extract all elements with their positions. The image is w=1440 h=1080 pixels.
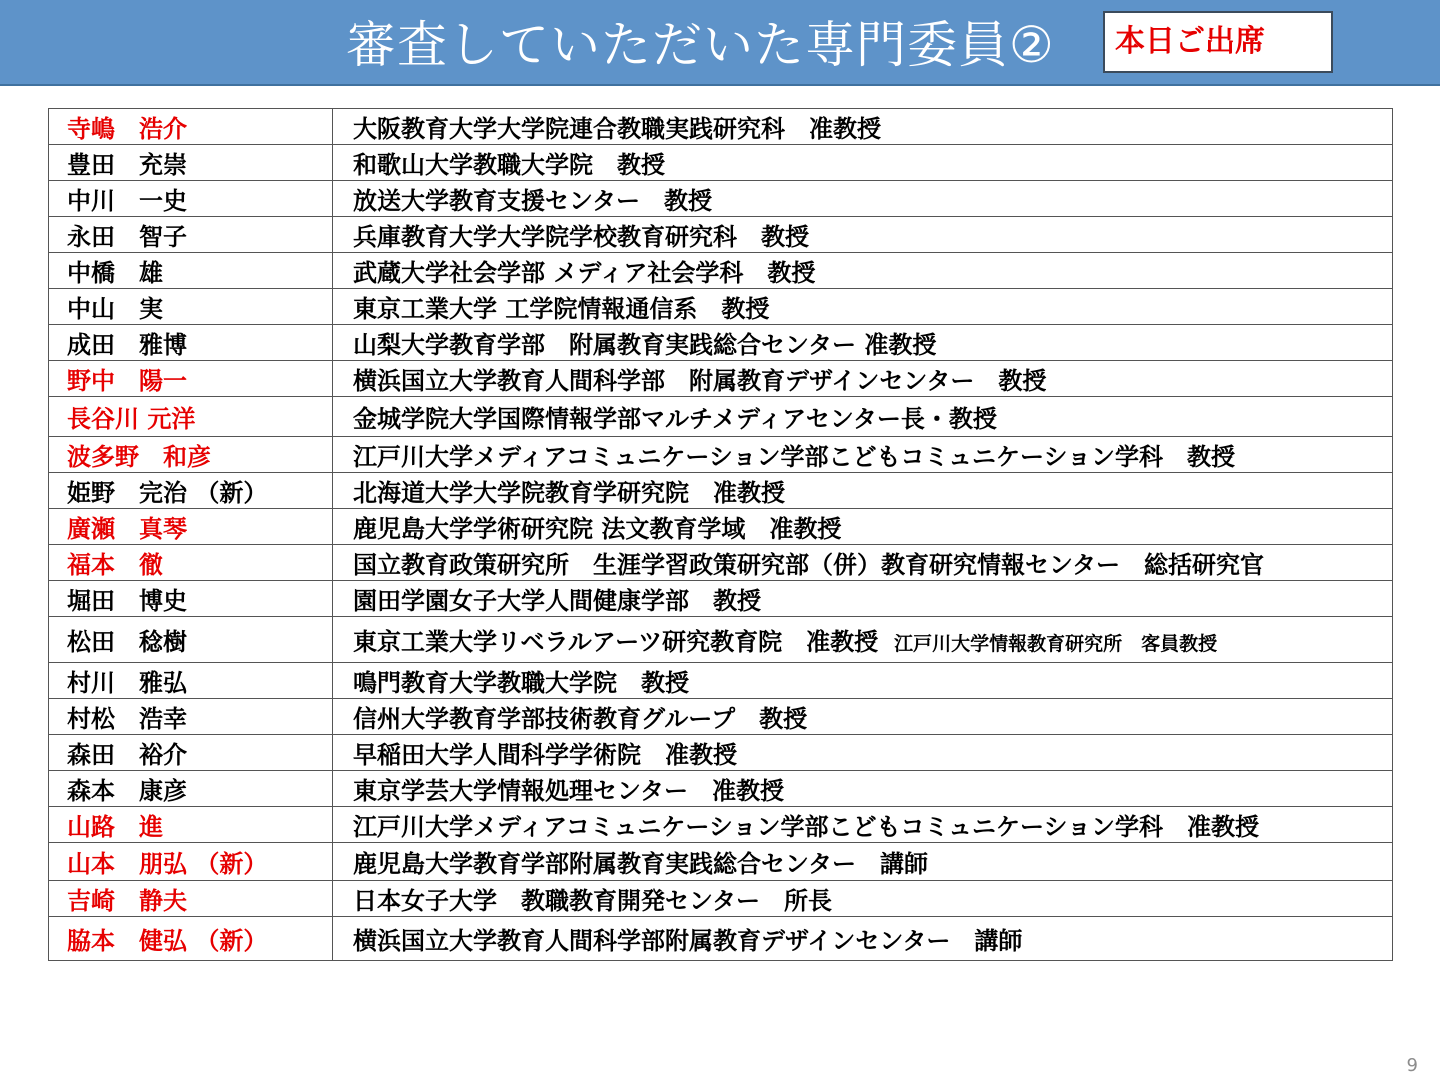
member-name: 廣瀬 真琴 (49, 509, 333, 545)
member-name: 成田 雅博 (49, 325, 333, 361)
member-affiliation: 鹿児島大学教育学部附属教育実践総合センター 講師 (353, 850, 929, 878)
member-row (49, 843, 1393, 881)
member-name: 脇本 健弘 （新） (49, 917, 333, 961)
member-row (49, 473, 1393, 509)
member-row (49, 289, 1393, 325)
member-affiliation-cell (333, 109, 1393, 145)
member-name: 中山 実 (49, 289, 333, 325)
member-affiliation-cell (333, 843, 1393, 881)
member-name: 長谷川 元洋 (49, 397, 333, 437)
member-name: 姫野 完治 （新） (49, 473, 333, 509)
member-row (49, 545, 1393, 581)
member-affiliation: 兵庫教育大学大学院学校教育研究科 教授 (353, 223, 809, 251)
member-row (49, 807, 1393, 843)
member-affiliation-cell (333, 145, 1393, 181)
member-affiliation-cell (333, 807, 1393, 843)
member-affiliation: 横浜国立大学教育人間科学部附属教育デザインセンター 講師 (353, 927, 1023, 955)
member-name: 山路 進 (49, 807, 333, 843)
member-row (49, 917, 1393, 961)
member-row (49, 397, 1393, 437)
member-affiliation: 東京学芸大学情報処理センター 准教授 (353, 777, 785, 805)
member-name: 豊田 充崇 (49, 145, 333, 181)
member-row (49, 437, 1393, 473)
member-name: 森田 裕介 (49, 735, 333, 771)
member-affiliation: 金城学院大学国際情報学部マルチメディアセンター長・教授 (353, 405, 997, 433)
member-affiliation: 早稲田大学人間科学学術院 准教授 (353, 741, 737, 769)
member-affiliation-cell (333, 581, 1393, 617)
member-name: 野中 陽一 (49, 361, 333, 397)
page-title: 審査していただいた専門委員② (346, 16, 1055, 74)
member-affiliation: 国立教育政策研究所 生涯学習政策研究部（併）教育研究情報センター 総括研究官 (353, 551, 1265, 579)
member-row (49, 617, 1393, 663)
page-number: 9 (1406, 1055, 1418, 1076)
attending-badge: 本日ご出席 (1103, 11, 1333, 73)
member-affiliation-cell (333, 361, 1393, 397)
member-name: 村川 雅弘 (49, 663, 333, 699)
member-row (49, 509, 1393, 545)
member-row (49, 217, 1393, 253)
member-name: 寺嶋 浩介 (49, 109, 333, 145)
member-affiliation-cell (333, 545, 1393, 581)
member-affiliation: 山梨大学教育学部 附属教育実践総合センター 准教授 (353, 331, 937, 359)
member-affiliation-cell (333, 663, 1393, 699)
member-name: 中川 一史 (49, 181, 333, 217)
member-affiliation: 横浜国立大学教育人間科学部 附属教育デザインセンター 教授 (353, 367, 1047, 395)
member-affiliation-cell (333, 437, 1393, 473)
member-affiliation: 園田学園女子大学人間健康学部 教授 (353, 587, 761, 615)
member-name: 森本 康彦 (49, 771, 333, 807)
member-affiliation-cell (333, 397, 1393, 437)
member-row (49, 145, 1393, 181)
member-affiliation-cell (333, 917, 1393, 961)
member-affiliation-cell (333, 617, 1393, 663)
member-row (49, 325, 1393, 361)
member-row (49, 181, 1393, 217)
member-name: 堀田 博史 (49, 581, 333, 617)
member-row (49, 663, 1393, 699)
title-banner (0, 0, 1440, 86)
member-affiliation-cell (333, 181, 1393, 217)
member-affiliation: 東京工業大学リベラルアーツ研究教育院 准教授 (353, 628, 879, 656)
member-affiliation-cell (333, 771, 1393, 807)
member-affiliation: 日本女子大学 教職教育開発センター 所長 (353, 887, 833, 915)
member-name: 中橋 雄 (49, 253, 333, 289)
member-affiliation-cell (333, 509, 1393, 545)
member-name: 松田 稔樹 (49, 617, 333, 663)
member-row (49, 109, 1393, 145)
member-affiliation: 武蔵大学社会学部 メディア社会学科 教授 (353, 259, 816, 287)
member-affiliation: 江戸川大学メディアコミュニケーション学部こどもコミュニケーション学科 准教授 (353, 813, 1259, 841)
member-row (49, 581, 1393, 617)
member-row (49, 771, 1393, 807)
member-name: 永田 智子 (49, 217, 333, 253)
member-affiliation: 大阪教育大学大学院連合教職実践研究科 准教授 (353, 115, 881, 143)
member-affiliation-cell (333, 325, 1393, 361)
member-affiliation-cell (333, 699, 1393, 735)
member-row (49, 881, 1393, 917)
member-affiliation: 和歌山大学教職大学院 教授 (353, 151, 665, 179)
member-name: 吉崎 静夫 (49, 881, 333, 917)
member-affiliation-cell (333, 881, 1393, 917)
member-affiliation: 鹿児島大学学術研究院 法文教育学域 准教授 (353, 515, 842, 543)
member-row (49, 253, 1393, 289)
member-affiliation: 東京工業大学 工学院情報通信系 教授 (353, 295, 770, 323)
member-affiliation: 鳴門教育大学教職大学院 教授 (353, 669, 689, 697)
member-affiliation-note: 江戸川大学情報教育研究所 客員教授 (894, 633, 1218, 655)
member-name: 村松 浩幸 (49, 699, 333, 735)
member-affiliation-cell (333, 473, 1393, 509)
member-affiliation-cell (333, 735, 1393, 771)
member-affiliation: 北海道大学大学院教育学研究院 准教授 (353, 479, 785, 507)
member-affiliation-cell (333, 217, 1393, 253)
member-name: 福本 徹 (49, 545, 333, 581)
member-affiliation-cell (333, 253, 1393, 289)
member-name: 波多野 和彦 (49, 437, 333, 473)
member-name: 山本 朋弘 （新） (49, 843, 333, 881)
member-affiliation: 江戸川大学メディアコミュニケーション学部こどもコミュニケーション学科 教授 (353, 443, 1235, 471)
member-affiliation: 信州大学教育学部技術教育グループ 教授 (353, 705, 808, 733)
member-affiliation: 放送大学教育支援センター 教授 (353, 187, 713, 215)
member-row (49, 361, 1393, 397)
member-row (49, 699, 1393, 735)
member-row (49, 735, 1393, 771)
member-table (48, 108, 1393, 961)
member-affiliation-cell (333, 289, 1393, 325)
